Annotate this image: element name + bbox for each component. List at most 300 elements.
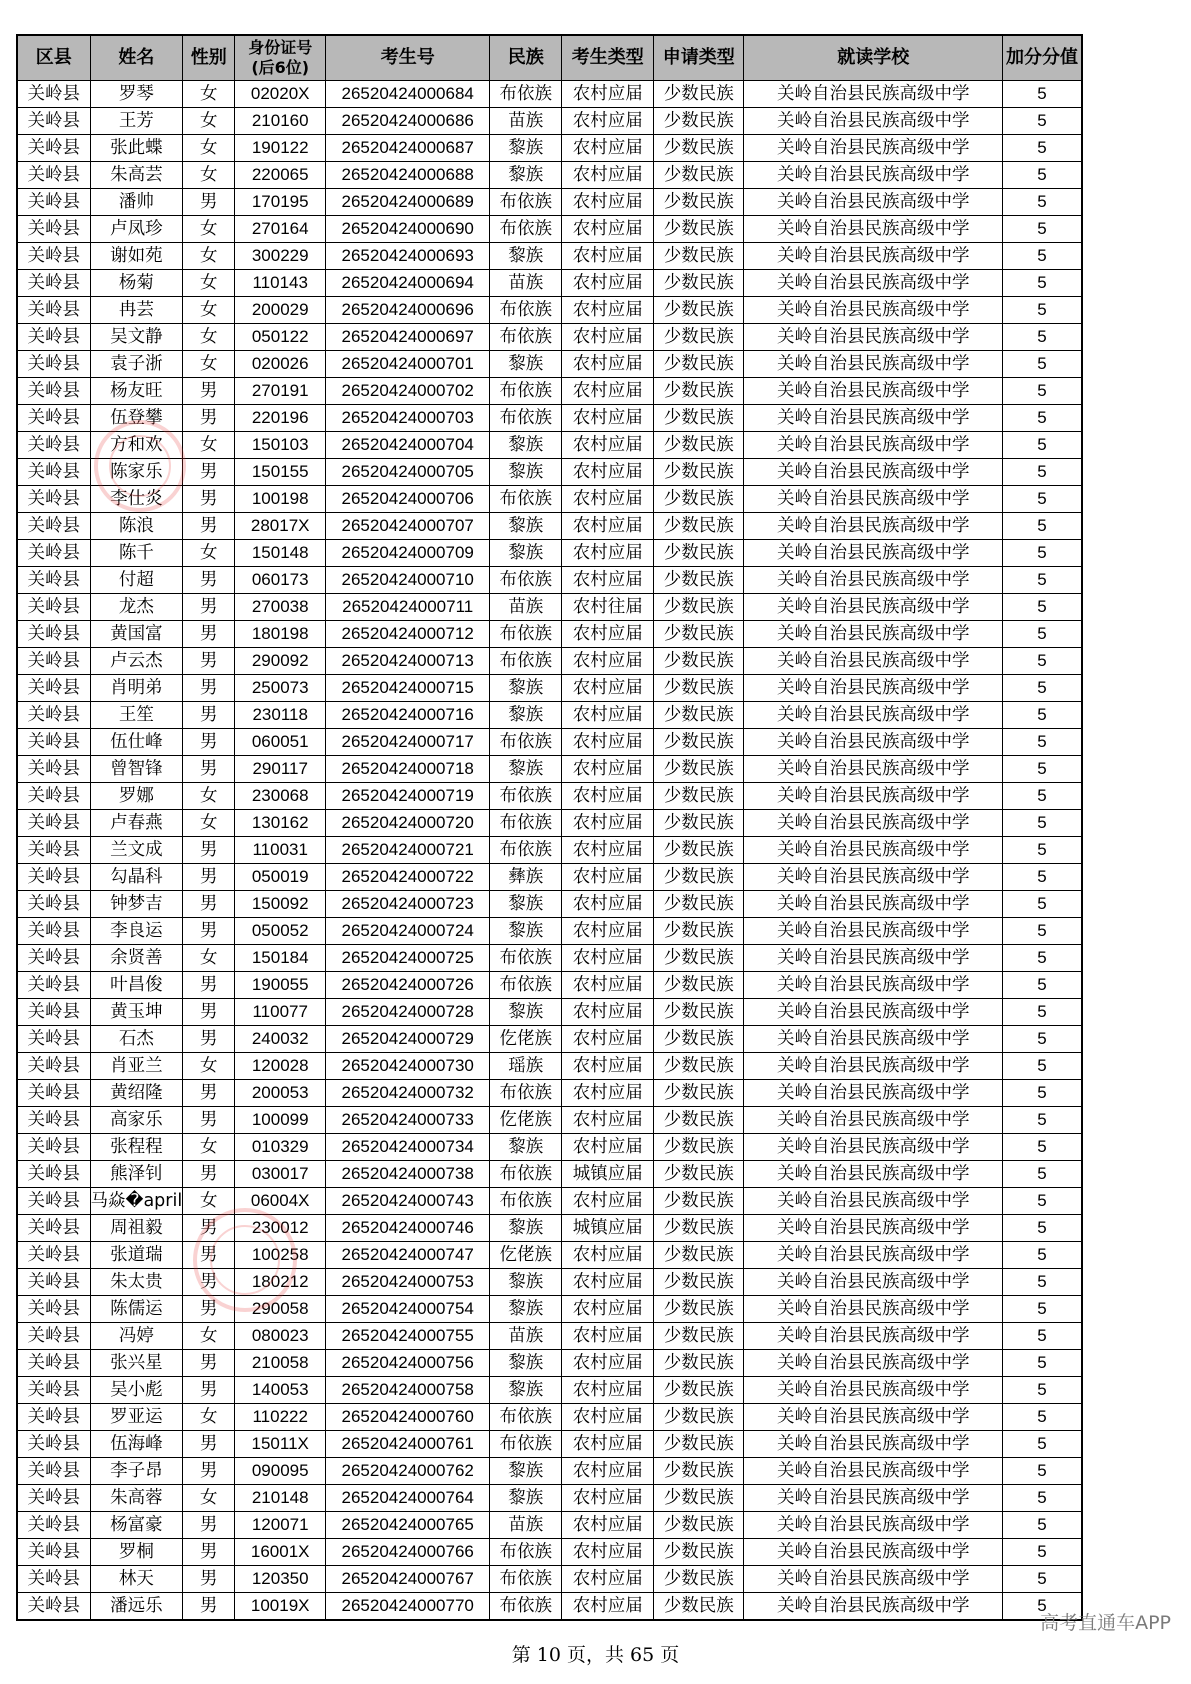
table-row bbox=[17, 432, 1082, 459]
cell-county: 关岭县 bbox=[17, 540, 90, 567]
cell-school: 关岭自治县民族高级中学 bbox=[744, 1161, 1003, 1188]
table-header bbox=[17, 35, 1082, 81]
cell-application-type: 少数民族 bbox=[654, 675, 744, 702]
cell-bonus-points: 5 bbox=[1003, 1350, 1082, 1377]
cell-ethnicity: 仡佬族 bbox=[490, 1107, 562, 1134]
table-row bbox=[17, 1431, 1082, 1458]
table-row bbox=[17, 972, 1082, 999]
cell-exam-number: 26520424000702 bbox=[326, 378, 490, 405]
cell-ethnicity: 黎族 bbox=[490, 1296, 562, 1323]
cell-school: 关岭自治县民族高级中学 bbox=[744, 1485, 1003, 1512]
table-row bbox=[17, 1080, 1082, 1107]
cell-candidate-type: 农村应届 bbox=[562, 1593, 654, 1621]
cell-bonus-points: 5 bbox=[1003, 567, 1082, 594]
cell-gender: 女 bbox=[183, 351, 235, 378]
cell-application-type: 少数民族 bbox=[654, 810, 744, 837]
cell-exam-number: 26520424000686 bbox=[326, 108, 490, 135]
cell-candidate-type: 农村应届 bbox=[562, 243, 654, 270]
cell-exam-number: 26520424000753 bbox=[326, 1269, 490, 1296]
cell-county: 关岭县 bbox=[17, 1242, 90, 1269]
cell-exam-number: 26520424000734 bbox=[326, 1134, 490, 1161]
cell-county: 关岭县 bbox=[17, 1539, 90, 1566]
cell-school: 关岭自治县民族高级中学 bbox=[744, 270, 1003, 297]
table-row bbox=[17, 1458, 1082, 1485]
cell-id-suffix: 290058 bbox=[235, 1296, 326, 1323]
cell-ethnicity: 黎族 bbox=[490, 459, 562, 486]
cell-candidate-type: 农村应届 bbox=[562, 621, 654, 648]
cell-bonus-points: 5 bbox=[1003, 1080, 1082, 1107]
cell-id-suffix: 120350 bbox=[235, 1566, 326, 1593]
cell-ethnicity: 布依族 bbox=[490, 189, 562, 216]
cell-candidate-type: 农村应届 bbox=[562, 756, 654, 783]
cell-ethnicity: 仡佬族 bbox=[490, 1242, 562, 1269]
cell-school: 关岭自治县民族高级中学 bbox=[744, 1512, 1003, 1539]
cell-gender: 男 bbox=[183, 1593, 235, 1621]
cell-name: 张道瑞 bbox=[90, 1242, 183, 1269]
cell-county: 关岭县 bbox=[17, 864, 90, 891]
cell-application-type: 少数民族 bbox=[654, 378, 744, 405]
cell-county: 关岭县 bbox=[17, 999, 90, 1026]
cell-exam-number: 26520424000693 bbox=[326, 243, 490, 270]
cell-exam-number: 26520424000754 bbox=[326, 1296, 490, 1323]
cell-gender: 女 bbox=[183, 810, 235, 837]
table-row bbox=[17, 729, 1082, 756]
header-ethnicity: 民族 bbox=[490, 35, 562, 81]
cell-name: 伍海峰 bbox=[90, 1431, 183, 1458]
cell-gender: 女 bbox=[183, 324, 235, 351]
cell-gender: 男 bbox=[183, 1242, 235, 1269]
cell-application-type: 少数民族 bbox=[654, 351, 744, 378]
cell-id-suffix: 15011X bbox=[235, 1431, 326, 1458]
cell-bonus-points: 5 bbox=[1003, 891, 1082, 918]
cell-bonus-points: 5 bbox=[1003, 1431, 1082, 1458]
cell-candidate-type: 农村应届 bbox=[562, 729, 654, 756]
cell-ethnicity: 彝族 bbox=[490, 864, 562, 891]
cell-county: 关岭县 bbox=[17, 378, 90, 405]
cell-id-suffix: 210058 bbox=[235, 1350, 326, 1377]
cell-name: 陈浪 bbox=[90, 513, 183, 540]
cell-school: 关岭自治县民族高级中学 bbox=[744, 1377, 1003, 1404]
cell-id-suffix: 270038 bbox=[235, 594, 326, 621]
cell-exam-number: 26520424000706 bbox=[326, 486, 490, 513]
cell-ethnicity: 黎族 bbox=[490, 675, 562, 702]
cell-ethnicity: 布依族 bbox=[490, 1566, 562, 1593]
cell-id-suffix: 110031 bbox=[235, 837, 326, 864]
cell-candidate-type: 农村应届 bbox=[562, 1539, 654, 1566]
cell-exam-number: 26520424000717 bbox=[326, 729, 490, 756]
cell-ethnicity: 黎族 bbox=[490, 351, 562, 378]
cell-bonus-points: 5 bbox=[1003, 1512, 1082, 1539]
cell-application-type: 少数民族 bbox=[654, 324, 744, 351]
table-row bbox=[17, 837, 1082, 864]
cell-application-type: 少数民族 bbox=[654, 918, 744, 945]
cell-candidate-type: 农村应届 bbox=[562, 432, 654, 459]
cell-name: 张此蝶 bbox=[90, 135, 183, 162]
cell-gender: 男 bbox=[183, 1350, 235, 1377]
table-row bbox=[17, 1377, 1082, 1404]
cell-county: 关岭县 bbox=[17, 216, 90, 243]
cell-name: 卢云杰 bbox=[90, 648, 183, 675]
cell-county: 关岭县 bbox=[17, 1512, 90, 1539]
cell-candidate-type: 农村应届 bbox=[562, 1566, 654, 1593]
cell-county: 关岭县 bbox=[17, 486, 90, 513]
cell-exam-number: 26520424000728 bbox=[326, 999, 490, 1026]
cell-bonus-points: 5 bbox=[1003, 1377, 1082, 1404]
cell-candidate-type: 农村应届 bbox=[562, 567, 654, 594]
cell-exam-number: 26520424000721 bbox=[326, 837, 490, 864]
cell-exam-number: 26520424000689 bbox=[326, 189, 490, 216]
cell-id-suffix: 290117 bbox=[235, 756, 326, 783]
cell-county: 关岭县 bbox=[17, 1134, 90, 1161]
cell-school: 关岭自治县民族高级中学 bbox=[744, 1431, 1003, 1458]
cell-name: 兰文成 bbox=[90, 837, 183, 864]
cell-school: 关岭自治县民族高级中学 bbox=[744, 486, 1003, 513]
cell-school: 关岭自治县民族高级中学 bbox=[744, 243, 1003, 270]
cell-application-type: 少数民族 bbox=[654, 162, 744, 189]
cell-ethnicity: 苗族 bbox=[490, 1512, 562, 1539]
cell-gender: 女 bbox=[183, 1134, 235, 1161]
cell-gender: 女 bbox=[183, 135, 235, 162]
cell-gender: 男 bbox=[183, 837, 235, 864]
table-row bbox=[17, 1323, 1082, 1350]
cell-exam-number: 26520424000724 bbox=[326, 918, 490, 945]
cell-bonus-points: 5 bbox=[1003, 621, 1082, 648]
table-row bbox=[17, 1053, 1082, 1080]
cell-exam-number: 26520424000684 bbox=[326, 81, 490, 108]
cell-id-suffix: 050052 bbox=[235, 918, 326, 945]
cell-candidate-type: 农村应届 bbox=[562, 837, 654, 864]
cell-ethnicity: 黎族 bbox=[490, 1485, 562, 1512]
cell-id-suffix: 250073 bbox=[235, 675, 326, 702]
cell-school: 关岭自治县民族高级中学 bbox=[744, 108, 1003, 135]
cell-gender: 女 bbox=[183, 432, 235, 459]
cell-school: 关岭自治县民族高级中学 bbox=[744, 432, 1003, 459]
cell-application-type: 少数民族 bbox=[654, 540, 744, 567]
table-row bbox=[17, 1512, 1082, 1539]
cell-application-type: 少数民族 bbox=[654, 1323, 744, 1350]
cell-exam-number: 26520424000710 bbox=[326, 567, 490, 594]
cell-candidate-type: 农村应届 bbox=[562, 1377, 654, 1404]
table-row bbox=[17, 594, 1082, 621]
cell-county: 关岭县 bbox=[17, 270, 90, 297]
table-row bbox=[17, 945, 1082, 972]
cell-county: 关岭县 bbox=[17, 756, 90, 783]
cell-id-suffix: 010329 bbox=[235, 1134, 326, 1161]
cell-id-suffix: 150184 bbox=[235, 945, 326, 972]
cell-gender: 男 bbox=[183, 648, 235, 675]
cell-county: 关岭县 bbox=[17, 1107, 90, 1134]
cell-id-suffix: 06004X bbox=[235, 1188, 326, 1215]
cell-bonus-points: 5 bbox=[1003, 1485, 1082, 1512]
cell-exam-number: 26520424000720 bbox=[326, 810, 490, 837]
cell-name: 冯婷 bbox=[90, 1323, 183, 1350]
cell-name: 肖明弟 bbox=[90, 675, 183, 702]
cell-id-suffix: 110143 bbox=[235, 270, 326, 297]
cell-bonus-points: 5 bbox=[1003, 1458, 1082, 1485]
cell-ethnicity: 仡佬族 bbox=[490, 1026, 562, 1053]
cell-name: 伍登攀 bbox=[90, 405, 183, 432]
cell-exam-number: 26520424000713 bbox=[326, 648, 490, 675]
cell-exam-number: 26520424000709 bbox=[326, 540, 490, 567]
cell-application-type: 少数民族 bbox=[654, 1026, 744, 1053]
cell-exam-number: 26520424000766 bbox=[326, 1539, 490, 1566]
cell-ethnicity: 布依族 bbox=[490, 1404, 562, 1431]
cell-exam-number: 26520424000733 bbox=[326, 1107, 490, 1134]
cell-school: 关岭自治县民族高级中学 bbox=[744, 324, 1003, 351]
table-row bbox=[17, 1269, 1082, 1296]
cell-application-type: 少数民族 bbox=[654, 81, 744, 108]
cell-candidate-type: 农村应届 bbox=[562, 999, 654, 1026]
table-row bbox=[17, 513, 1082, 540]
cell-county: 关岭县 bbox=[17, 810, 90, 837]
cell-id-suffix: 100198 bbox=[235, 486, 326, 513]
cell-name: 石杰 bbox=[90, 1026, 183, 1053]
cell-ethnicity: 布依族 bbox=[490, 729, 562, 756]
cell-county: 关岭县 bbox=[17, 1404, 90, 1431]
cell-county: 关岭县 bbox=[17, 594, 90, 621]
cell-application-type: 少数民族 bbox=[654, 891, 744, 918]
cell-candidate-type: 农村应届 bbox=[562, 1458, 654, 1485]
cell-exam-number: 26520424000762 bbox=[326, 1458, 490, 1485]
cell-ethnicity: 布依族 bbox=[490, 567, 562, 594]
cell-application-type: 少数民族 bbox=[654, 1134, 744, 1161]
table-row bbox=[17, 324, 1082, 351]
cell-id-suffix: 190055 bbox=[235, 972, 326, 999]
cell-candidate-type: 农村应届 bbox=[562, 1269, 654, 1296]
cell-application-type: 少数民族 bbox=[654, 243, 744, 270]
cell-bonus-points: 5 bbox=[1003, 1161, 1082, 1188]
cell-gender: 男 bbox=[183, 1161, 235, 1188]
cell-school: 关岭自治县民族高级中学 bbox=[744, 1053, 1003, 1080]
cell-ethnicity: 黎族 bbox=[490, 999, 562, 1026]
cell-school: 关岭自治县民族高级中学 bbox=[744, 405, 1003, 432]
cell-candidate-type: 农村应届 bbox=[562, 1404, 654, 1431]
cell-application-type: 少数民族 bbox=[654, 1485, 744, 1512]
cell-school: 关岭自治县民族高级中学 bbox=[744, 513, 1003, 540]
cell-application-type: 少数民族 bbox=[654, 1566, 744, 1593]
cell-school: 关岭自治县民族高级中学 bbox=[744, 702, 1003, 729]
cell-exam-number: 26520424000688 bbox=[326, 162, 490, 189]
page-number: 第 10 页，共 65 页 bbox=[511, 1644, 680, 1666]
cell-exam-number: 26520424000746 bbox=[326, 1215, 490, 1242]
cell-id-suffix: 28017X bbox=[235, 513, 326, 540]
cell-gender: 女 bbox=[183, 1323, 235, 1350]
cell-exam-number: 26520424000764 bbox=[326, 1485, 490, 1512]
cell-id-suffix: 180198 bbox=[235, 621, 326, 648]
cell-candidate-type: 农村应届 bbox=[562, 108, 654, 135]
cell-name: 方和欢 bbox=[90, 432, 183, 459]
table-row bbox=[17, 243, 1082, 270]
cell-application-type: 少数民族 bbox=[654, 270, 744, 297]
cell-exam-number: 26520424000696 bbox=[326, 297, 490, 324]
header-application-type: 申请类型 bbox=[654, 35, 744, 81]
cell-candidate-type: 农村应届 bbox=[562, 513, 654, 540]
cell-name: 李良运 bbox=[90, 918, 183, 945]
cell-candidate-type: 农村应届 bbox=[562, 486, 654, 513]
cell-name: 李子昂 bbox=[90, 1458, 183, 1485]
cell-bonus-points: 5 bbox=[1003, 864, 1082, 891]
cell-application-type: 少数民族 bbox=[654, 999, 744, 1026]
cell-name: 朱高芸 bbox=[90, 162, 183, 189]
cell-gender: 男 bbox=[183, 1539, 235, 1566]
cell-name: 高家乐 bbox=[90, 1107, 183, 1134]
cell-candidate-type: 农村应届 bbox=[562, 1134, 654, 1161]
cell-name: 钟梦吉 bbox=[90, 891, 183, 918]
cell-ethnicity: 苗族 bbox=[490, 1323, 562, 1350]
cell-application-type: 少数民族 bbox=[654, 108, 744, 135]
table-row bbox=[17, 621, 1082, 648]
cell-county: 关岭县 bbox=[17, 513, 90, 540]
cell-bonus-points: 5 bbox=[1003, 351, 1082, 378]
cell-bonus-points: 5 bbox=[1003, 999, 1082, 1026]
cell-exam-number: 26520424000755 bbox=[326, 1323, 490, 1350]
cell-county: 关岭县 bbox=[17, 1080, 90, 1107]
cell-school: 关岭自治县民族高级中学 bbox=[744, 1188, 1003, 1215]
cell-id-suffix: 120071 bbox=[235, 1512, 326, 1539]
cell-county: 关岭县 bbox=[17, 1566, 90, 1593]
cell-id-suffix: 130162 bbox=[235, 810, 326, 837]
table-row bbox=[17, 891, 1082, 918]
cell-ethnicity: 布依族 bbox=[490, 1539, 562, 1566]
cell-gender: 女 bbox=[183, 108, 235, 135]
cell-school: 关岭自治县民族高级中学 bbox=[744, 378, 1003, 405]
cell-gender: 男 bbox=[183, 1215, 235, 1242]
cell-bonus-points: 5 bbox=[1003, 1053, 1082, 1080]
cell-county: 关岭县 bbox=[17, 81, 90, 108]
cell-exam-number: 26520424000761 bbox=[326, 1431, 490, 1458]
cell-county: 关岭县 bbox=[17, 1485, 90, 1512]
cell-county: 关岭县 bbox=[17, 1431, 90, 1458]
header-id-suffix: 身份证号 (后6位) bbox=[235, 35, 326, 81]
cell-bonus-points: 5 bbox=[1003, 1107, 1082, 1134]
cell-application-type: 少数民族 bbox=[654, 837, 744, 864]
cell-county: 关岭县 bbox=[17, 945, 90, 972]
cell-name: 叶昌俊 bbox=[90, 972, 183, 999]
cell-application-type: 少数民族 bbox=[654, 1458, 744, 1485]
cell-application-type: 少数民族 bbox=[654, 1215, 744, 1242]
cell-exam-number: 26520424000767 bbox=[326, 1566, 490, 1593]
cell-bonus-points: 5 bbox=[1003, 1215, 1082, 1242]
cell-gender: 男 bbox=[183, 891, 235, 918]
cell-ethnicity: 布依族 bbox=[490, 81, 562, 108]
cell-school: 关岭自治县民族高级中学 bbox=[744, 135, 1003, 162]
cell-county: 关岭县 bbox=[17, 621, 90, 648]
cell-ethnicity: 布依族 bbox=[490, 945, 562, 972]
cell-name: 吴文静 bbox=[90, 324, 183, 351]
table-row bbox=[17, 216, 1082, 243]
cell-gender: 男 bbox=[183, 486, 235, 513]
cell-gender: 男 bbox=[183, 1107, 235, 1134]
cell-school: 关岭自治县民族高级中学 bbox=[744, 1323, 1003, 1350]
cell-county: 关岭县 bbox=[17, 243, 90, 270]
cell-bonus-points: 5 bbox=[1003, 378, 1082, 405]
cell-id-suffix: 240032 bbox=[235, 1026, 326, 1053]
cell-gender: 女 bbox=[183, 1053, 235, 1080]
cell-county: 关岭县 bbox=[17, 1215, 90, 1242]
cell-id-suffix: 200029 bbox=[235, 297, 326, 324]
cell-gender: 男 bbox=[183, 1269, 235, 1296]
cell-candidate-type: 农村应届 bbox=[562, 270, 654, 297]
cell-bonus-points: 5 bbox=[1003, 702, 1082, 729]
cell-exam-number: 26520424000697 bbox=[326, 324, 490, 351]
cell-school: 关岭自治县民族高级中学 bbox=[744, 918, 1003, 945]
cell-name: 朱高蓉 bbox=[90, 1485, 183, 1512]
cell-candidate-type: 农村应届 bbox=[562, 1242, 654, 1269]
cell-county: 关岭县 bbox=[17, 567, 90, 594]
cell-application-type: 少数民族 bbox=[654, 783, 744, 810]
cell-bonus-points: 5 bbox=[1003, 1026, 1082, 1053]
cell-ethnicity: 布依族 bbox=[490, 1161, 562, 1188]
cell-name: 勾晶科 bbox=[90, 864, 183, 891]
cell-candidate-type: 农村往届 bbox=[562, 594, 654, 621]
cell-school: 关岭自治县民族高级中学 bbox=[744, 729, 1003, 756]
header-gender: 性别 bbox=[183, 35, 235, 81]
cell-ethnicity: 黎族 bbox=[490, 432, 562, 459]
cell-name: 龙杰 bbox=[90, 594, 183, 621]
header-name: 姓名 bbox=[90, 35, 183, 81]
cell-exam-number: 26520424000703 bbox=[326, 405, 490, 432]
cell-exam-number: 26520424000704 bbox=[326, 432, 490, 459]
cell-name: 张兴星 bbox=[90, 1350, 183, 1377]
cell-bonus-points: 5 bbox=[1003, 81, 1082, 108]
cell-county: 关岭县 bbox=[17, 1161, 90, 1188]
cell-application-type: 少数民族 bbox=[654, 1404, 744, 1431]
cell-ethnicity: 布依族 bbox=[490, 972, 562, 999]
cell-bonus-points: 5 bbox=[1003, 729, 1082, 756]
cell-candidate-type: 农村应届 bbox=[562, 1431, 654, 1458]
cell-ethnicity: 黎族 bbox=[490, 162, 562, 189]
cell-county: 关岭县 bbox=[17, 729, 90, 756]
cell-school: 关岭自治县民族高级中学 bbox=[744, 594, 1003, 621]
cell-exam-number: 26520424000747 bbox=[326, 1242, 490, 1269]
table-row bbox=[17, 1107, 1082, 1134]
table-row bbox=[17, 648, 1082, 675]
cell-id-suffix: 210148 bbox=[235, 1485, 326, 1512]
cell-name: 付超 bbox=[90, 567, 183, 594]
cell-candidate-type: 农村应届 bbox=[562, 324, 654, 351]
cell-application-type: 少数民族 bbox=[654, 567, 744, 594]
table-row bbox=[17, 1296, 1082, 1323]
cell-gender: 男 bbox=[183, 756, 235, 783]
cell-gender: 男 bbox=[183, 702, 235, 729]
cell-ethnicity: 布依族 bbox=[490, 378, 562, 405]
cell-id-suffix: 220065 bbox=[235, 162, 326, 189]
table-row bbox=[17, 351, 1082, 378]
table-row bbox=[17, 1134, 1082, 1161]
cell-name: 周祖毅 bbox=[90, 1215, 183, 1242]
table-row bbox=[17, 540, 1082, 567]
cell-id-suffix: 090095 bbox=[235, 1458, 326, 1485]
cell-bonus-points: 5 bbox=[1003, 945, 1082, 972]
cell-name: 林天 bbox=[90, 1566, 183, 1593]
cell-school: 关岭自治县民族高级中学 bbox=[744, 1566, 1003, 1593]
cell-ethnicity: 布依族 bbox=[490, 405, 562, 432]
cell-gender: 男 bbox=[183, 378, 235, 405]
cell-candidate-type: 农村应届 bbox=[562, 945, 654, 972]
cell-application-type: 少数民族 bbox=[654, 432, 744, 459]
cell-id-suffix: 10019X bbox=[235, 1593, 326, 1621]
cell-gender: 男 bbox=[183, 918, 235, 945]
cell-ethnicity: 黎族 bbox=[490, 135, 562, 162]
cell-id-suffix: 060173 bbox=[235, 567, 326, 594]
cell-application-type: 少数民族 bbox=[654, 1161, 744, 1188]
cell-application-type: 少数民族 bbox=[654, 216, 744, 243]
cell-gender: 男 bbox=[183, 729, 235, 756]
cell-candidate-type: 农村应届 bbox=[562, 810, 654, 837]
cell-exam-number: 26520424000726 bbox=[326, 972, 490, 999]
cell-name: 黄国富 bbox=[90, 621, 183, 648]
cell-exam-number: 26520424000712 bbox=[326, 621, 490, 648]
